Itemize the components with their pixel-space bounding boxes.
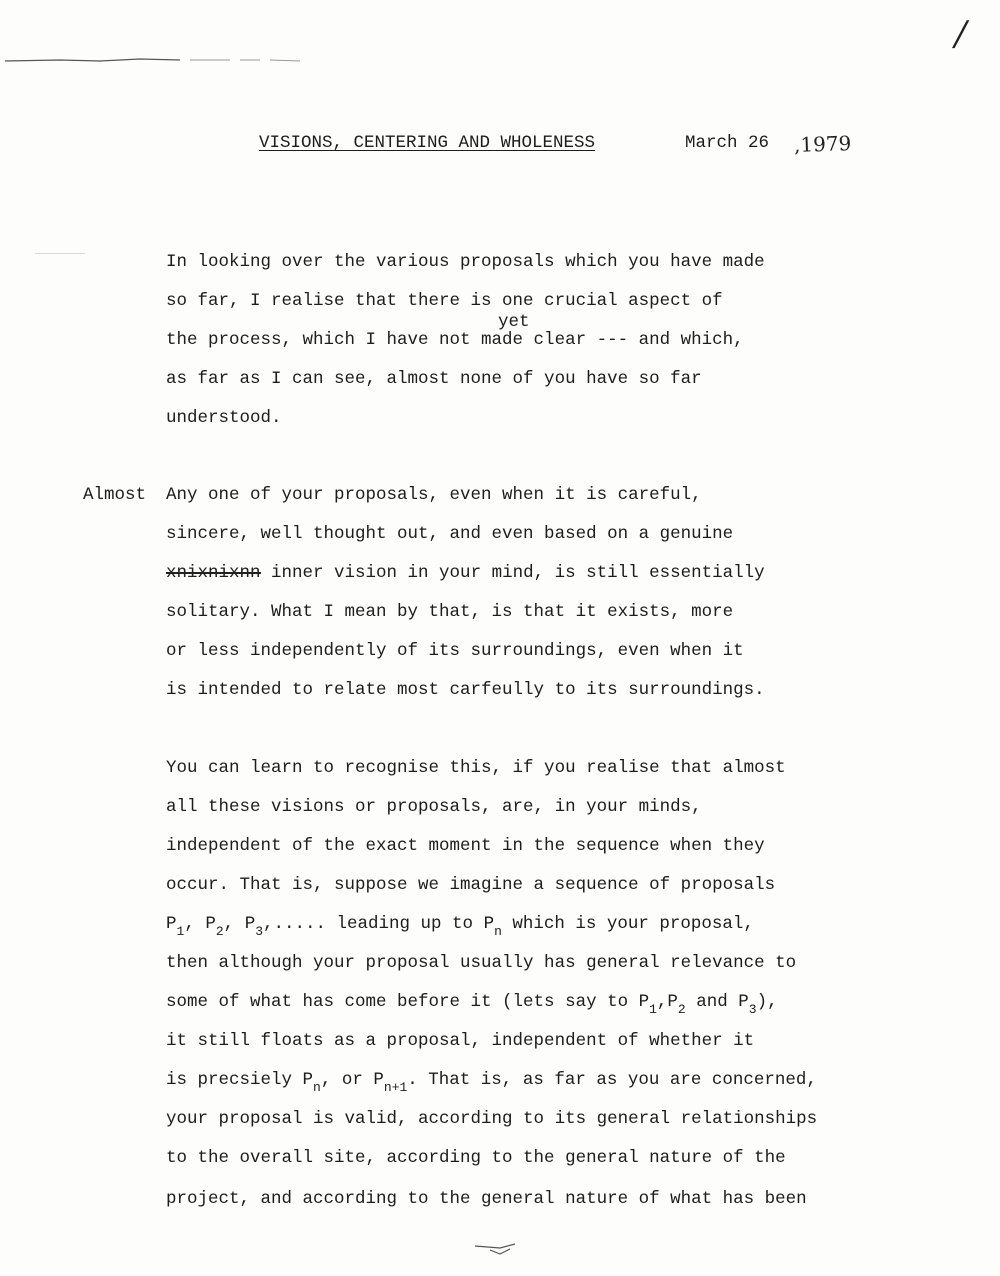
paragraph-3-line-3: independent of the exact moment in the sequence when they [166, 836, 765, 856]
paragraph-3-line-7: some of what has come before it (lets say to $P_1,P_2$ and $P_3$), [166, 992, 778, 1017]
struck-out-word: xnixnixnn [166, 563, 261, 583]
typed-insert-yet: yet [498, 312, 530, 332]
paragraph-1-line-3: the process, which I have not made clear --- and which, [166, 330, 744, 350]
document-date: March 26 [685, 133, 770, 153]
paragraph-2-line-1: Any one of your proposals, even when it is careful, [166, 485, 702, 505]
handwritten-year: ,1979 [793, 131, 852, 157]
paragraph-2-line-3-text: inner vision in your mind, is still essentially [271, 563, 765, 583]
paragraph-3-line-10: your proposal is valid, according to its general relationships [166, 1109, 818, 1129]
faint-mark [35, 253, 85, 254]
margin-insert-almost: Almost [83, 485, 147, 505]
paragraph-3-line-9: is precsiely $P_n$, or $P_{n+1}$. That is, as far as you are concerned, [166, 1070, 817, 1095]
paragraph-3-line-2: all these visions or proposals, are, in your minds, [166, 797, 702, 817]
paragraph-1-line-1: In looking over the various proposals which you have made [166, 252, 765, 272]
pen-scratch-mark [0, 55, 310, 65]
paragraph-2-line-2: sincere, well thought out, and even based on a genuine [166, 524, 734, 544]
handwritten-page-number: / [950, 14, 971, 54]
paragraph-1-line-5: understood. [166, 408, 282, 428]
paragraph-3-line-6: then although your proposal usually has general relevance to [166, 953, 797, 973]
paragraph-2-line-6: is intended to relate most carfeully to its surroundings. [166, 680, 765, 700]
paragraph-1-line-2: so far, I realise that there is one crucial aspect of [166, 291, 723, 311]
paragraph-3-line-1: You can learn to recognise this, if you realise that almost [166, 758, 786, 778]
document-title: VISIONS, CENTERING AND WHOLENESS [259, 133, 596, 153]
paragraph-1-line-4: as far as I can see, almost none of you have so far [166, 369, 702, 389]
pen-arrow-mark [470, 1240, 530, 1258]
paragraph-3-line-11: to the overall site, according to the general nature of the [166, 1148, 786, 1168]
paragraph-3-line-12: project, and according to the general nature of what has been [166, 1189, 807, 1209]
paragraph-3-line-4: occur. That is, suppose we imagine a sequence of proposals [166, 875, 776, 895]
paragraph-2-line-3 [166, 563, 765, 583]
paragraph-2-line-4: solitary. What I mean by that, is that it exists, more [166, 602, 734, 622]
paragraph-3-sequence-line: $P_1$, $P_2$, $P_3$,..... leading up to $P_n$ which is your proposal, [166, 914, 754, 939]
paragraph-2-line-5: or less independently of its surroundings, even when it [166, 641, 744, 661]
paragraph-3-line-8: it still floats as a proposal, independent of whether it [166, 1031, 755, 1051]
